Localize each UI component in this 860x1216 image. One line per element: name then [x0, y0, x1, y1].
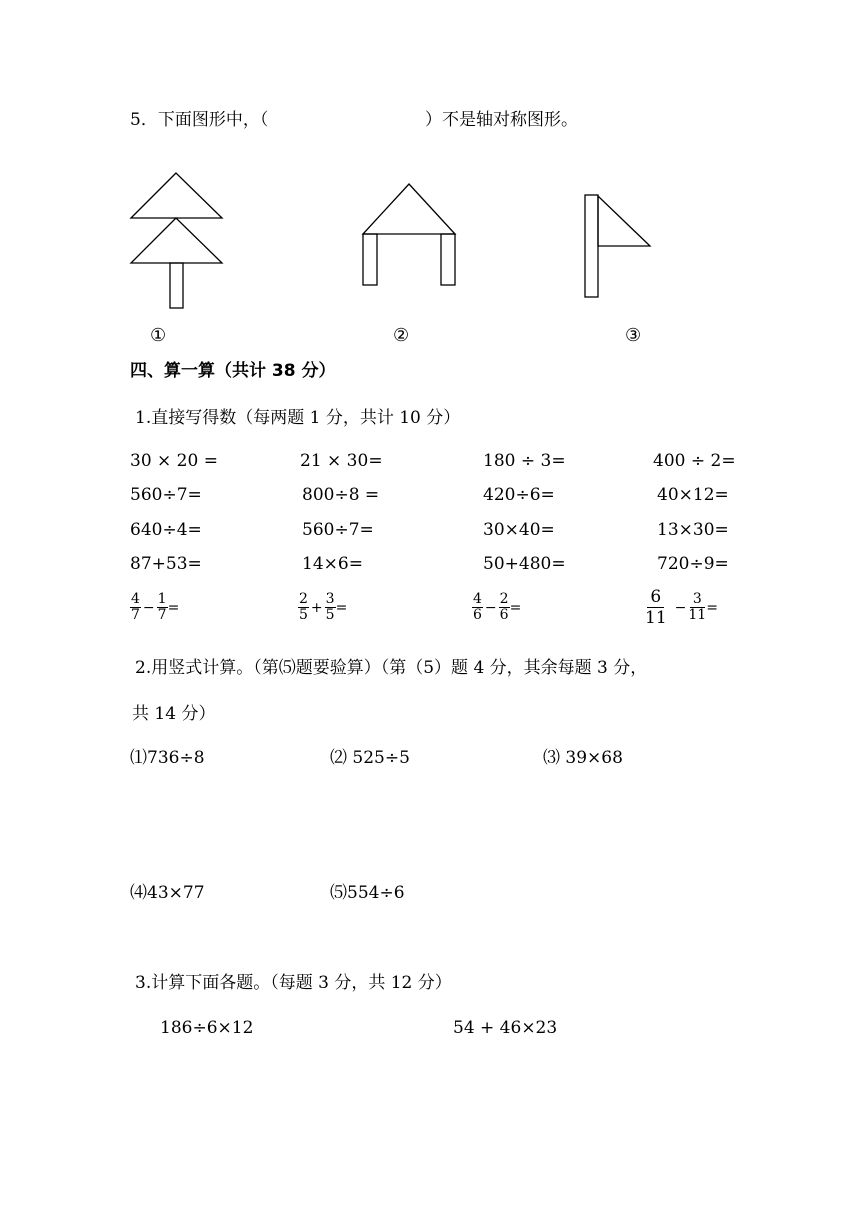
part1-title: 1.直接写得数（每两题 1 分，共计 10 分） — [135, 408, 461, 428]
calc-r3c1: 640÷4= — [130, 520, 202, 540]
fraction-expr-2 — [298, 592, 347, 623]
mixed-calc-1: 186÷6×12 — [160, 1018, 254, 1038]
figure-label-2: ② — [393, 325, 410, 346]
calc-r4c2: 14×6= — [302, 554, 363, 574]
fraction-expr-1 — [130, 592, 179, 623]
q5-figures — [0, 0, 860, 360]
vertical-calc-1: ⑴736÷8 — [130, 748, 205, 768]
equals: = — [509, 599, 522, 616]
calc-r3c4: 13×30= — [657, 520, 729, 540]
calc-r4c1: 87+53= — [130, 554, 202, 574]
equals: = — [706, 599, 718, 616]
figure-flag — [585, 195, 650, 297]
fraction-b: $\frac{1}{7}$ — [157, 591, 167, 623]
calc-r1c1: 30 × 20 = — [130, 451, 218, 471]
operator: − — [142, 599, 155, 616]
vertical-calc-2: ⑵ 525÷5 — [330, 748, 410, 768]
section-title: 四、算一算（共计 38 分） — [130, 361, 336, 381]
fraction-a: 2 5 — [299, 591, 308, 623]
fraction-a: 6 11 — [645, 587, 667, 628]
q5-text-b: ）不是轴对称图形。 — [425, 110, 578, 130]
calc-r2c3: 420÷6= — [483, 485, 555, 505]
calc-r1c3: 180 ÷ 3= — [483, 451, 566, 471]
fraction-b: $\frac{3}{5}$ — [325, 591, 335, 623]
part2-title-line2: 共 14 分） — [132, 704, 216, 724]
q5-text-a: 5．下面图形中，（ — [130, 110, 269, 130]
calc-r2c1: 560÷7= — [130, 485, 202, 505]
vertical-calc-5: ⑸554÷6 — [330, 883, 405, 903]
fraction-expr-3 — [472, 592, 521, 623]
mixed-calc-2: 54 + 46×23 — [453, 1018, 558, 1038]
figure-label-3: ③ — [625, 325, 642, 346]
calc-r3c2: 560÷7= — [302, 520, 374, 540]
figure-house — [363, 184, 455, 285]
fraction-a: 4 7 — [131, 591, 140, 623]
fraction-b: $\frac{3}{11}$ — [688, 591, 707, 623]
calc-r4c4: 720÷9= — [657, 554, 729, 574]
figure-tree — [131, 173, 222, 308]
fraction-b: $\frac{2}{6}$ — [499, 591, 509, 623]
vertical-calc-3: ⑶ 39×68 — [543, 748, 623, 768]
calc-r2c4: 40×12= — [657, 485, 729, 505]
equals: = — [335, 599, 348, 616]
operator: + — [310, 599, 323, 616]
operator: − — [674, 599, 687, 616]
vertical-calc-4: ⑷43×77 — [130, 883, 205, 903]
part2-title-line1: 2.用竖式计算。（第⑸题要验算）（第（5）题 4 分，其余每题 3 分， — [135, 658, 648, 678]
calc-r1c4: 400 ÷ 2= — [653, 451, 736, 471]
calc-r1c2: 21 × 30= — [300, 451, 383, 471]
equals: = — [167, 599, 180, 616]
operator: − — [484, 599, 497, 616]
calc-r4c3: 50+480= — [483, 554, 566, 574]
calc-r2c2: 800÷8 = — [302, 485, 380, 505]
calc-r3c3: 30×40= — [483, 520, 555, 540]
fraction-a: 4 6 — [473, 591, 482, 623]
fraction-expr-4 — [645, 587, 718, 628]
part3-title: 3.计算下面各题。（每题 3 分，共 12 分） — [135, 973, 452, 993]
figure-label-1: ① — [150, 325, 167, 346]
